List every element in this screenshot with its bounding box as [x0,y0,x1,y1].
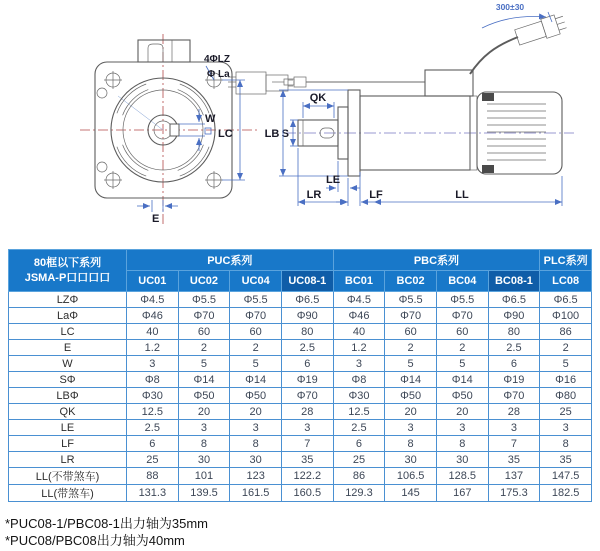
front-diagonal-leader [118,96,163,130]
row-label: E [9,340,127,356]
dim-label-le: LE [325,174,341,186]
row-label: LC [9,324,127,340]
spec-cell: 35 [488,452,540,468]
spec-cell: 20 [230,404,282,420]
spec-cell: 175.3 [488,485,540,502]
encoder-cable-left [272,77,425,87]
cable-clamp-top [482,93,494,101]
spec-cell: Φ70 [230,308,282,324]
spec-cell: 86 [333,468,385,485]
spec-cell: 2.5 [333,420,385,436]
column-header-UC01: UC01 [127,271,179,292]
dim-label-cable-length: 300±30 [495,2,525,12]
spec-cell: 20 [178,404,230,420]
spec-cell: 3 [127,356,179,372]
spec-cell: Φ70 [385,308,437,324]
spec-cell: 40 [333,324,385,340]
spec-cell: 88 [127,468,179,485]
spec-cell: Φ90 [488,308,540,324]
table-row [9,420,592,436]
spec-cell: 25 [127,452,179,468]
table-corner-header [9,250,127,292]
spec-cell: 30 [385,452,437,468]
spec-cell: 3 [488,420,540,436]
spec-cell: 145 [385,485,437,502]
spec-cell: 139.5 [178,485,230,502]
spec-cell: 8 [436,436,488,452]
cable-clamp-bottom [482,165,494,173]
spec-cell: 5 [385,356,437,372]
spec-cell: 25 [540,404,592,420]
spec-cell: 7 [488,436,540,452]
spec-cell: 6 [488,356,540,372]
spec-cell: Φ4.5 [333,292,385,308]
power-cable [470,37,518,74]
series-group-header: PUC系列 [127,250,334,271]
spec-cell: 8 [540,436,592,452]
spec-cell: 122.2 [281,468,333,485]
spec-cell: 35 [281,452,333,468]
spec-cell: 5 [540,356,592,372]
spec-cell: 2 [230,340,282,356]
spec-cell: 6 [333,436,385,452]
footnotes [5,515,208,549]
power-plug [514,12,568,46]
dim-label-ll: LL [455,189,469,201]
row-label: QK [9,404,127,420]
spec-cell: 2.5 [281,340,333,356]
row-label: LF [9,436,127,452]
table-row [9,292,592,308]
spec-cell: 60 [385,324,437,340]
column-header-UC08-1: UC08-1 [281,271,333,292]
spec-cell: 3 [281,420,333,436]
spec-cell: 3 [178,420,230,436]
column-header-BC02: BC02 [385,271,437,292]
row-label: LZΦ [9,292,127,308]
cooling-fins [487,104,546,160]
dim-label-lr: LR [306,189,322,201]
spec-cell: Φ5.5 [385,292,437,308]
spec-cell: 6 [281,356,333,372]
spec-cell: Φ6.5 [540,292,592,308]
column-header-UC04: UC04 [230,271,282,292]
table-row [9,388,592,404]
spec-cell: 137 [488,468,540,485]
spec-cell: 30 [178,452,230,468]
row-label: LL(带煞车) [9,485,127,502]
spec-cell: 5 [178,356,230,372]
spec-cell: 128.5 [436,468,488,485]
column-header-LC08: LC08 [540,271,592,292]
spec-cell: 20 [436,404,488,420]
table-row [9,308,592,324]
spec-cell: 182.5 [540,485,592,502]
spec-cell: 40 [127,324,179,340]
spec-cell: Φ50 [436,388,488,404]
spec-cell: Φ80 [540,388,592,404]
spec-cell: 2 [436,340,488,356]
table-row [9,356,592,372]
spec-cell: 131.3 [127,485,179,502]
spec-cell: 6 [127,436,179,452]
spec-cell: 3 [230,420,282,436]
spec-cell: Φ50 [385,388,437,404]
spec-cell: 12.5 [333,404,385,420]
spec-cell: 129.3 [333,485,385,502]
dim-label-e: E [152,213,160,225]
column-header-BC08-1: BC08-1 [488,271,540,292]
note-line-1: *PUC08-1/PBC08-1出力轴为35mm [5,516,209,531]
spec-cell: Φ100 [540,308,592,324]
spec-cell: 8 [385,436,437,452]
spec-cell: Φ46 [127,308,179,324]
spec-table [8,249,592,502]
table-row [9,340,592,356]
spec-cell: 147.5 [540,468,592,485]
spec-cell: Φ19 [281,372,333,388]
spec-cell: Φ14 [385,372,437,388]
dim-label-s: S [281,128,289,140]
spec-cell: 80 [488,324,540,340]
spec-cell: Φ6.5 [281,292,333,308]
row-label: LBΦ [9,388,127,404]
dim-label-la: Φ La [207,69,230,80]
spec-cell: Φ70 [178,308,230,324]
spec-cell: 2 [540,340,592,356]
row-label: LE [9,420,127,436]
table-row [9,452,592,468]
dim-label-lb: LB [264,128,280,140]
spec-cell: 5 [436,356,488,372]
spec-cell: 80 [281,324,333,340]
table-row [9,324,592,340]
spec-cell: Φ14 [436,372,488,388]
motor-side-view [265,2,574,206]
row-label: LR [9,452,127,468]
spec-cell: Φ50 [178,388,230,404]
spec-cell: 2 [385,340,437,356]
spec-cell: 12.5 [127,404,179,420]
spec-cell: 2 [178,340,230,356]
spec-cell: 25 [333,452,385,468]
spec-cell: 35 [540,452,592,468]
dim-label-w: W [205,113,216,125]
spec-cell: 60 [436,324,488,340]
spec-cell: Φ30 [333,388,385,404]
spec-cell: Φ4.5 [127,292,179,308]
spec-cell: Φ5.5 [230,292,282,308]
keyway [170,124,179,136]
spec-cell: 3 [333,356,385,372]
spec-cell: 8 [178,436,230,452]
spec-cell: Φ19 [488,372,540,388]
spec-cell: 60 [178,324,230,340]
spec-cell: 20 [385,404,437,420]
spec-cell: 8 [230,436,282,452]
spec-cell: 28 [488,404,540,420]
row-label: LaΦ [9,308,127,324]
spec-cell: 123 [230,468,282,485]
spec-cell: Φ8 [333,372,385,388]
spec-cell: Φ8 [127,372,179,388]
dim-label-qk: QK [309,92,327,104]
terminal-box-tab [148,44,163,62]
spec-cell: Φ5.5 [178,292,230,308]
spec-cell: 160.5 [281,485,333,502]
dim-label-4lz: 4ΦLZ [204,54,230,65]
spec-cell: 3 [385,420,437,436]
terminal-box [138,40,190,62]
spec-cell: Φ30 [127,388,179,404]
table-row [9,404,592,420]
column-header-BC04: BC04 [436,271,488,292]
spec-cell: 106.5 [385,468,437,485]
spec-cell: Φ50 [230,388,282,404]
spec-cell: 86 [540,324,592,340]
spec-cell: Φ6.5 [488,292,540,308]
series-group-header: PBC系列 [333,250,540,271]
column-header-BC01: BC01 [333,271,385,292]
spec-cell: Φ16 [540,372,592,388]
spec-cell: Φ70 [281,388,333,404]
spec-cell: 2.5 [488,340,540,356]
motor-front-view [80,34,258,226]
spec-cell: 3 [436,420,488,436]
spec-cell: 161.5 [230,485,282,502]
spec-cell: 60 [230,324,282,340]
spec-table-head [9,250,592,292]
spec-cell: Φ14 [178,372,230,388]
spec-cell: 1.2 [333,340,385,356]
spec-cell: 30 [436,452,488,468]
spec-cell: 7 [281,436,333,452]
spec-cell: 5 [230,356,282,372]
spec-cell: Φ14 [230,372,282,388]
spec-cell: 167 [436,485,488,502]
table-row [9,372,592,388]
motor-dimension-drawing [0,0,600,246]
spec-cell: Φ46 [333,308,385,324]
spec-cell: 30 [230,452,282,468]
spec-cell: Φ90 [281,308,333,324]
keyway-symbol [205,128,211,134]
row-label: SΦ [9,372,127,388]
series-group-header: PLC系列 [540,250,592,271]
spec-cell: 2.5 [127,420,179,436]
spec-cell: Φ70 [488,388,540,404]
row-label: LL(不带煞车) [9,468,127,485]
spec-cell: Φ5.5 [436,292,488,308]
spec-cell: 1.2 [127,340,179,356]
spec-cell: 101 [178,468,230,485]
corner-line-2: JSMA-P口口口口 [24,271,111,284]
table-row [9,436,592,452]
spec-cell: 28 [281,404,333,420]
row-label: W [9,356,127,372]
spec-table-body [9,292,592,502]
table-row [9,468,592,485]
dim-label-lf: LF [369,189,383,201]
table-row [9,485,592,502]
spec-cell: Φ70 [436,308,488,324]
corner-line-1: 80框以下系列 [33,257,102,270]
column-header-UC02: UC02 [178,271,230,292]
dim-label-lc: LC [218,128,233,140]
note-line-2: *PUC08/PBC08出力轴为40mm [5,533,185,548]
spec-cell: 3 [540,420,592,436]
junction-block [425,70,473,96]
